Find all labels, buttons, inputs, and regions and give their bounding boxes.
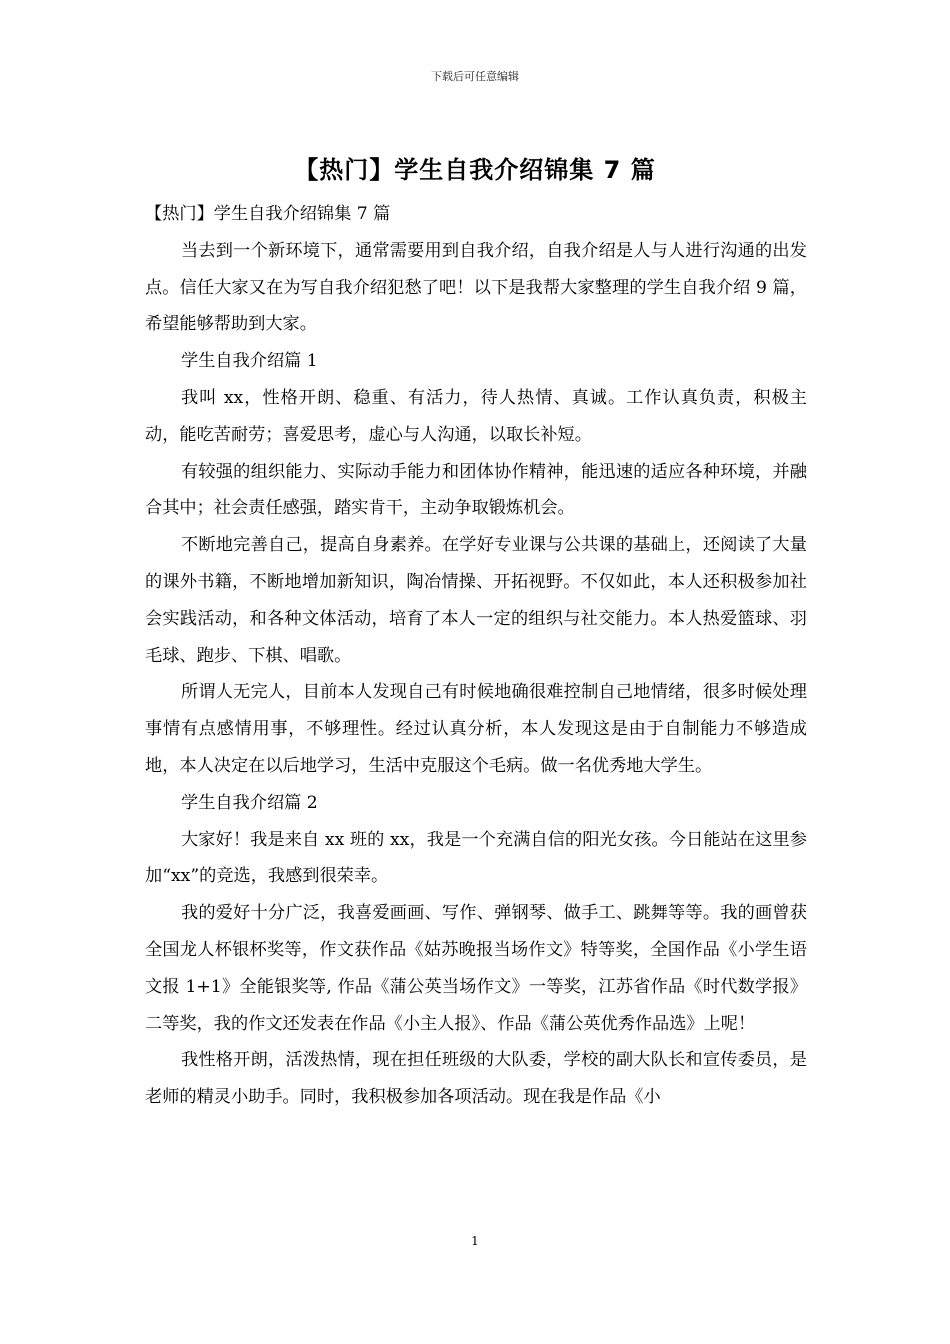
paragraph: 我性格开朗，活泼热情，现在担任班级的大队委，学校的副大队长和宣传委员，是老师的精灵小助手。同时，我积极参加各项活动。现在我是作品《小 bbox=[145, 1050, 807, 1108]
section-heading: 学生自我介绍篇 1 bbox=[181, 351, 318, 372]
paragraph: 我的爱好十分广泛，我喜爱画画、写作、弹钢琴、做手工、跳舞等等。我的画曾获全国龙人杯银杯奖等，作文获作品《姑苏晚报当场作文》特等奖，全国作品《小学生语文报 1+1》全能银奖等, 作品《蒲公英当场作文》一等奖，江苏省作品《时代数学报》二等奖，我的作文还发表在作品《小主人报》、作品《蒲公英优秀作品选》上呢！ bbox=[145, 903, 807, 1034]
paragraph: 不断地完善自己，提高自身素养。在学好专业课与公共课的基础上，还阅读了大量的课外书籍，不断地增加新知识，陶冶情操、开拓视野。不仅如此，本人还积极参加社会实践活动，和各种文体活动，培育了本人一定的组织与社交能力。本人热爱篮球、羽毛球、跑步、下棋、唱歌。 bbox=[145, 535, 807, 666]
section-heading: 学生自我介绍篇 2 bbox=[181, 792, 318, 813]
page-number: 1 bbox=[471, 1234, 479, 1248]
paragraph: 有较强的组织能力、实际动手能力和团体协作精神，能迅速的适应各种环境，并融合其中；社会责任感强，踏实肯干，主动争取锻炼机会。 bbox=[145, 461, 807, 519]
paragraph: 我叫 xx，性格开朗、稳重、有活力，待人热情、真诚。工作认真负责，积极主动，能吃苦耐劳；喜爱思考，虚心与人沟通，以取长补短。 bbox=[145, 387, 807, 445]
paragraph: 大家好！我是来自 xx 班的 xx，我是一个充满自信的阳光女孩。今日能站在这里参加“xx”的竞选，我感到很荣幸。 bbox=[145, 829, 807, 887]
page-header-note: 下载后可任意编辑 bbox=[431, 70, 519, 83]
subtitle-line: 【热门】学生自我介绍锦集 7 篇 bbox=[145, 204, 391, 224]
document-title: 【热门】学生自我介绍锦集 7 篇 bbox=[294, 156, 656, 184]
paragraph: 所谓人无完人，目前本人发现自己有时候地确很难控制自己地情绪，很多时候处理事情有点感情用事，不够理性。经过认真分析，本人发现这是由于自制能力不够造成地，本人决定在以后地学习，生活中克服这个毛病。做一名优秀地大学生。 bbox=[145, 682, 807, 776]
document-body bbox=[145, 196, 807, 1116]
paragraph: 当去到一个新环境下，通常需要用到自我介绍，自我介绍是人与人进行沟通的出发点。信任大家又在为写自我介绍犯愁了吧！以下是我帮大家整理的学生自我介绍 9 篇，希望能够帮助到大家。 bbox=[145, 240, 807, 335]
